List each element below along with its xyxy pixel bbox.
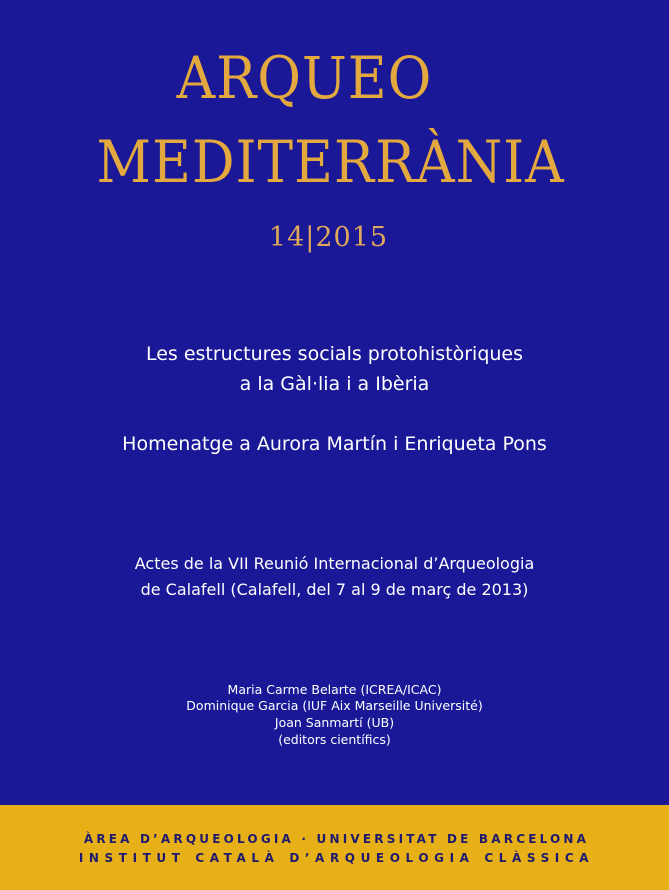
series-title-line1: ARQUEO — [176, 44, 433, 112]
institution-line1: ÀREA D’ARQUEOLOGIA · UNIVERSITAT DE BARCELONA — [83, 832, 590, 846]
acts-line2: de Calafell (Calafell, del 7 al 9 de març de 2013) — [140, 580, 529, 599]
institution-band — [0, 805, 669, 890]
subtitle-line1: Les estructures socials protohistòriques — [145, 343, 524, 365]
editors-note: (editors científics) — [278, 732, 391, 747]
issue-number: 14|2015 — [268, 222, 389, 253]
editor-2: Dominique Garcia (IUF Aix Marseille Université) — [186, 698, 483, 713]
institution-line2: INSTITUT CATALÀ D’ARQUEOLOGIA CLÀSSICA — [78, 851, 595, 865]
editor-1: Maria Carme Belarte (ICREA/ICAC) — [227, 682, 442, 697]
editor-3: Joan Sanmartí (UB) — [274, 715, 395, 730]
homage-line: Homenatge a Aurora Martín i Enriqueta Pons — [122, 433, 547, 455]
acts-line1: Actes de la VII Reunió Internacional d’Arqueologia — [134, 554, 535, 573]
subtitle-line2: a la Gàl·lia i a Ibèria — [239, 373, 430, 395]
series-title-line2: MEDITERRÀNIA — [96, 128, 565, 196]
